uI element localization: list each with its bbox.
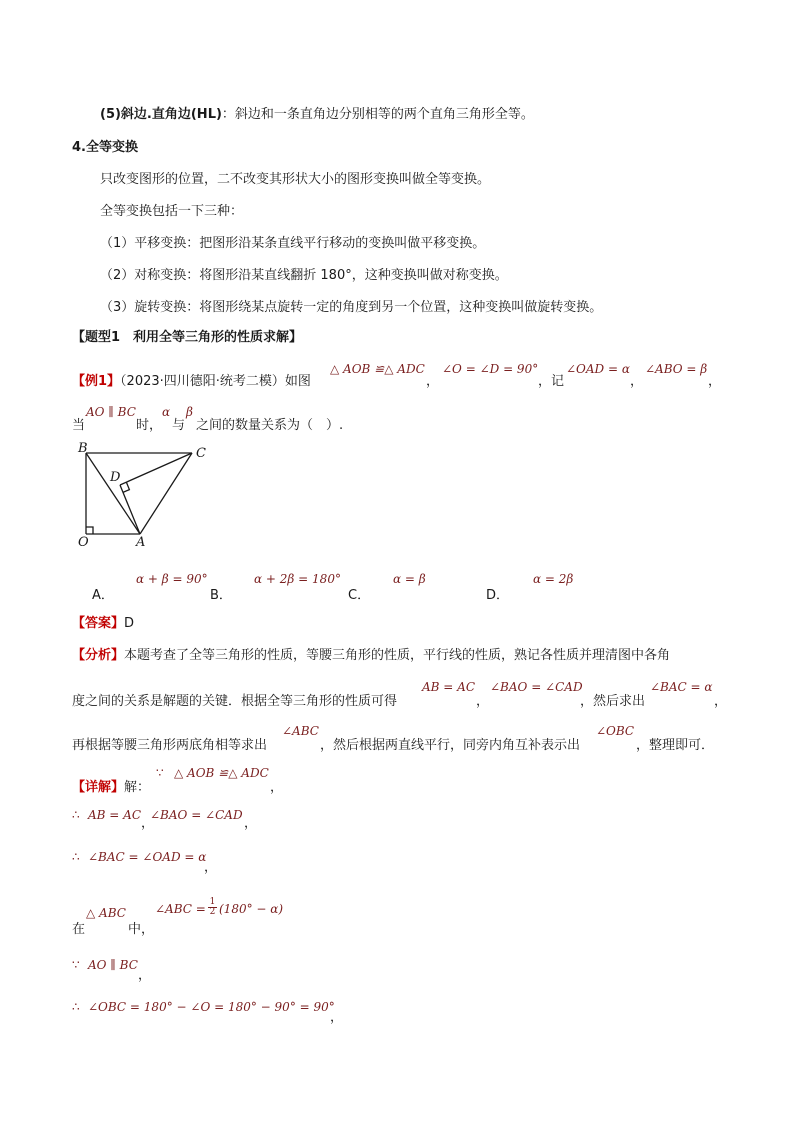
detail-s6-pre: ∴ [72, 1000, 80, 1014]
detail-s3-end: ， [204, 860, 218, 875]
hl-label: (5)斜边.直角边(HL) [100, 107, 222, 122]
example-comma-2: ，记 [538, 374, 565, 389]
example-comma-1: ， [426, 374, 440, 389]
detail-label: 【详解】 [72, 780, 125, 795]
analysis-l2-comma: ， [476, 694, 490, 709]
analysis-label: 【分析】 [72, 648, 125, 663]
option-a-label[interactable]: A． [92, 588, 114, 603]
analysis-l3-pre: 再根据等腰三角形两底角相等求出 [72, 738, 268, 753]
answer-line [72, 612, 134, 631]
detail-head [72, 776, 150, 795]
hl-text: ：斜边和一条直角边分别相等的两个直角三角形全等。 [221, 107, 534, 122]
example-math-2: ∠O = ∠D = 90° [442, 362, 539, 376]
analysis-l3-math-2: ∠OBC [596, 724, 635, 738]
detail-s3-pre: ∴ [72, 850, 80, 864]
label-c: C [196, 446, 206, 461]
section4-item-2: （2）对称变换：将图形沿某直线翻折 180°，这种变换叫做对称变换。 [100, 268, 508, 283]
label-a: A [136, 535, 146, 550]
example-tag: 【例1】 [72, 374, 121, 389]
section4-p2: 全等变换包括一下三种： [100, 204, 244, 219]
analysis-text-1: 本题考查了全等三角形的性质，等腰三角形的性质，平行线的性质，熟记各性质并理清图中各角 [124, 648, 671, 663]
segment-ba [86, 453, 140, 534]
example-line2-post: 之间的数量关系为（ ）. [196, 418, 344, 433]
type-heading: 【题型1 利用全等三角形的性质求解】 [72, 330, 303, 345]
example-label [72, 370, 311, 389]
detail-jie: 解： [124, 780, 151, 795]
example-math-6: α [162, 405, 171, 419]
example-math-5: AO ∥ BC [86, 405, 136, 419]
example-line2-mid2: 与 [172, 418, 186, 433]
analysis-l2-math-1: AB = AC [422, 680, 476, 694]
example-comma-3: ， [630, 374, 644, 389]
example-math-7: β [186, 405, 193, 419]
example-math-1: △ AOB ≌△ ADC [330, 362, 425, 376]
fraction-numerator: 1 [209, 897, 216, 907]
example-comma-4: ， [708, 374, 722, 389]
answer-value: D [124, 616, 135, 631]
label-d: D [110, 470, 121, 485]
answer-label: 【答案】 [72, 616, 125, 631]
detail-s2-math-2: ∠BAO = ∠CAD [150, 808, 243, 822]
option-c-expr: α = β [393, 572, 426, 586]
analysis-l2-end: ， [714, 694, 728, 709]
detail-s1-end: ， [270, 780, 284, 795]
option-d-label[interactable]: D． [486, 588, 510, 603]
analysis-l2-math-2: ∠BAO = ∠CAD [490, 680, 583, 694]
detail-s2-math-1: AB = AC [88, 808, 142, 822]
detail-s5-pre: ∵ [72, 958, 80, 972]
detail-s3-math: ∠BAC = ∠OAD = α [88, 850, 207, 864]
section4-title: 4.全等变换 [72, 140, 138, 155]
section4-item-1: （1）平移变换：把图形沿某条直线平行移动的变换叫做平移变换。 [100, 236, 486, 251]
label-o: O [78, 535, 89, 550]
analysis-line-1 [72, 644, 670, 663]
fraction-denominator: 2 [209, 907, 216, 917]
detail-s5-end: ， [138, 968, 152, 983]
option-d-expr: α = 2β [533, 572, 574, 586]
example-math-3: ∠OAD = α [566, 362, 630, 376]
detail-s4-fraction [208, 898, 217, 917]
triangle-figure [72, 440, 212, 552]
detail-s2-end: ， [244, 816, 258, 831]
section4-p1: 只改变图形的位置，二不改变其形状大小的图形变换叫做全等变换。 [100, 172, 491, 187]
analysis-l2-pre: 度之间的关系是解题的关键．根据全等三角形的性质可得 [72, 694, 398, 709]
analysis-l3-math-1: ∠ABC [282, 724, 319, 738]
hl-line [100, 103, 534, 122]
example-source: （2023·四川德阳·统考二模）如图 [120, 374, 311, 389]
detail-s4-mid: 中， [128, 922, 155, 937]
option-a-expr: α + β = 90° [136, 572, 208, 586]
analysis-l2-mid: ，然后求出 [580, 694, 646, 709]
detail-s2-comma: ， [141, 816, 155, 831]
analysis-l2-math-3: ∠BAC = α [650, 680, 713, 694]
example-line2-mid1: 时， [136, 418, 163, 433]
detail-s4-math-2b: (180° − α) [219, 902, 284, 916]
detail-s4-pre: 在 [72, 922, 86, 937]
detail-s2-pre: ∴ [72, 808, 80, 822]
detail-s6-math: ∠OBC = 180° − ∠O = 180° − 90° = 90° [88, 1000, 335, 1014]
detail-s5-math: AO ∥ BC [88, 958, 138, 972]
analysis-l3-mid: ，然后根据两直线平行，同旁内角互补表示出 [320, 738, 581, 753]
label-b: B [78, 441, 88, 456]
analysis-l3-end: ，整理即可． [636, 738, 715, 753]
option-b-expr: α + 2β = 180° [254, 572, 341, 586]
detail-s4-math-1: △ ABC [86, 906, 126, 920]
detail-s4-math-2a: ∠ABC = [155, 902, 206, 916]
detail-s1-math: △ AOB ≌△ ADC [174, 766, 269, 780]
right-angle-o [86, 527, 93, 534]
option-c-label[interactable]: C． [348, 588, 371, 603]
example-math-4: ∠ABO = β [645, 362, 708, 376]
detail-s1-pre: ∵ [156, 766, 164, 780]
option-b-label[interactable]: B． [210, 588, 232, 603]
section4-item-3: （3）旋转变换：将图形绕某点旋转一定的角度到另一个位置，这种变换叫做旋转变换。 [100, 300, 603, 315]
detail-s6-end: ， [330, 1010, 344, 1025]
example-line2-pre: 当 [72, 418, 86, 433]
